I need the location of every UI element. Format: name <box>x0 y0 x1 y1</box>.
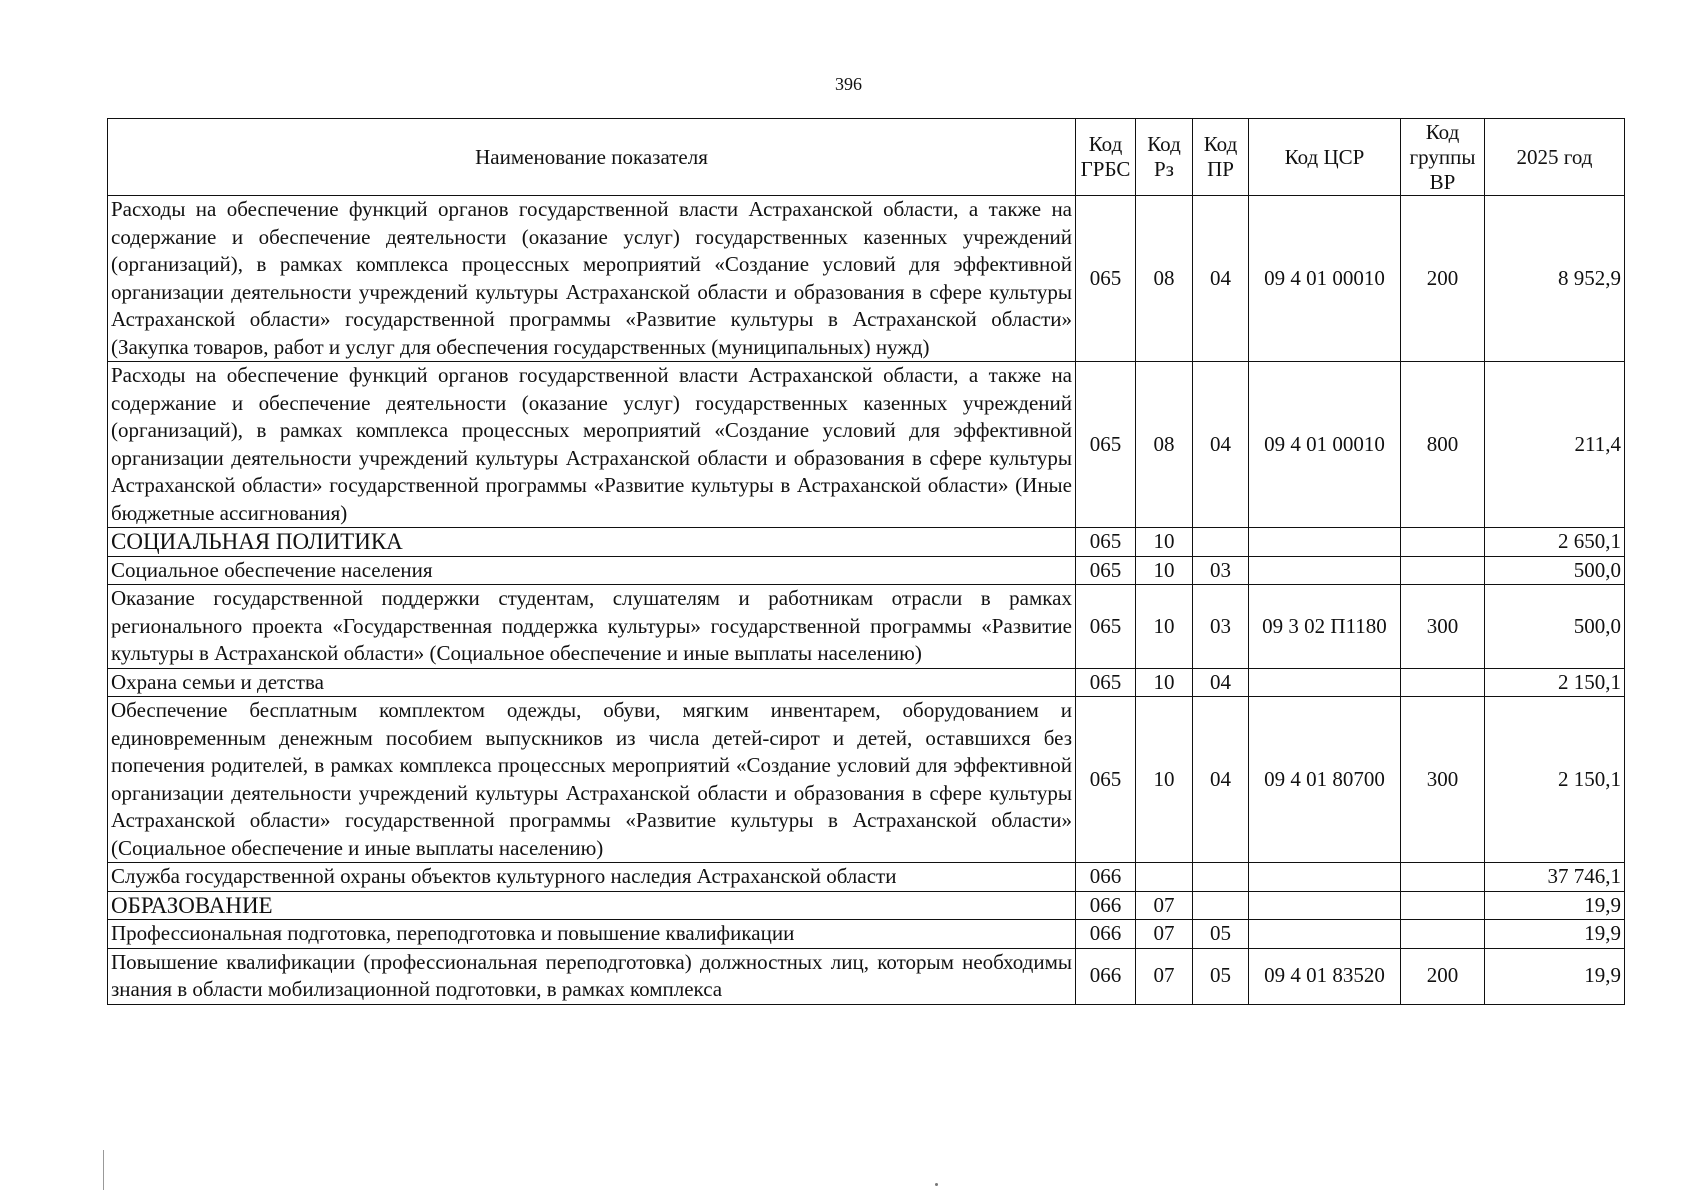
row-grbs: 065 <box>1076 668 1136 697</box>
row-name: Расходы на обеспечение функций органов государственной власти Астраханской области, а также на содержание и обеспечение деятельности (оказание услуг) государственных казенных учреждений (организаций), в рамках комплекса процессных мероприятий «Создание условий для эффективной организации деятельности учреждений культуры Астраханской области и образования в сфере культуры Астраханской области» государственной программы «Развитие культуры в Астраханской области» (Иные бюджетные ассигнования) <box>108 362 1076 528</box>
header-vr: Код группы ВР <box>1401 119 1485 196</box>
row-pr <box>1193 528 1249 557</box>
row-csr: 09 4 01 80700 <box>1249 697 1401 863</box>
table-row <box>108 362 1625 528</box>
row-amount: 2 150,1 <box>1485 697 1625 863</box>
table-row <box>108 863 1625 892</box>
row-vr <box>1401 863 1485 892</box>
row-name: ОБРАЗОВАНИЕ <box>108 891 1076 920</box>
row-amount: 19,9 <box>1485 948 1625 1004</box>
row-grbs: 065 <box>1076 697 1136 863</box>
row-csr <box>1249 668 1401 697</box>
header-grbs: Код ГРБС <box>1076 119 1136 196</box>
header-rz: Код Рз <box>1136 119 1193 196</box>
table-row <box>108 668 1625 697</box>
table-row <box>108 920 1625 949</box>
row-csr <box>1249 891 1401 920</box>
table-row <box>108 528 1625 557</box>
row-vr: 800 <box>1401 362 1485 528</box>
row-rz: 08 <box>1136 362 1193 528</box>
row-csr <box>1249 528 1401 557</box>
table-header-row <box>108 119 1625 196</box>
header-csr: Код ЦСР <box>1249 119 1401 196</box>
row-rz: 10 <box>1136 668 1193 697</box>
row-vr: 300 <box>1401 585 1485 669</box>
row-vr: 300 <box>1401 697 1485 863</box>
row-name: Расходы на обеспечение функций органов государственной власти Астраханской области, а также на содержание и обеспечение деятельности (оказание услуг) государственных казенных учреждений (организаций), в рамках комплекса процессных мероприятий «Создание условий для эффективной организации деятельности учреждений культуры Астраханской области и образования в сфере культуры Астраханской области» государственной программы «Развитие культуры в Астраханской области» (Закупка товаров, работ и услуг для обеспечения государственных (муниципальных) нужд) <box>108 196 1076 362</box>
row-amount: 8 952,9 <box>1485 196 1625 362</box>
header-year: 2025 год <box>1485 119 1625 196</box>
row-amount: 2 650,1 <box>1485 528 1625 557</box>
row-csr <box>1249 920 1401 949</box>
row-grbs: 065 <box>1076 528 1136 557</box>
row-pr: 04 <box>1193 668 1249 697</box>
row-pr: 04 <box>1193 697 1249 863</box>
row-vr <box>1401 920 1485 949</box>
row-amount: 500,0 <box>1485 585 1625 669</box>
table-row <box>108 556 1625 585</box>
header-pr: Код ПР <box>1193 119 1249 196</box>
row-pr: 05 <box>1193 948 1249 1004</box>
table-row <box>108 196 1625 362</box>
row-name: Служба государственной охраны объектов культурного наследия Астраханской области <box>108 863 1076 892</box>
row-rz: 07 <box>1136 891 1193 920</box>
row-csr: 09 3 02 П1180 <box>1249 585 1401 669</box>
row-amount: 19,9 <box>1485 891 1625 920</box>
row-amount: 211,4 <box>1485 362 1625 528</box>
row-pr: 03 <box>1193 556 1249 585</box>
row-rz: 10 <box>1136 585 1193 669</box>
row-vr <box>1401 556 1485 585</box>
row-vr: 200 <box>1401 948 1485 1004</box>
table-body <box>108 196 1625 1005</box>
row-grbs: 066 <box>1076 863 1136 892</box>
row-amount: 19,9 <box>1485 920 1625 949</box>
table-row <box>108 697 1625 863</box>
row-csr: 09 4 01 00010 <box>1249 362 1401 528</box>
row-pr: 03 <box>1193 585 1249 669</box>
row-csr: 09 4 01 00010 <box>1249 196 1401 362</box>
row-name: Профессиональная подготовка, переподготовка и повышение квалификации <box>108 920 1076 949</box>
page-number: 396 <box>835 74 862 94</box>
row-grbs: 065 <box>1076 362 1136 528</box>
row-rz: 07 <box>1136 920 1193 949</box>
row-pr: 05 <box>1193 920 1249 949</box>
table-row <box>108 948 1625 1004</box>
budget-table <box>107 118 1625 1005</box>
row-vr <box>1401 668 1485 697</box>
row-grbs: 066 <box>1076 948 1136 1004</box>
table-row <box>108 891 1625 920</box>
row-pr <box>1193 891 1249 920</box>
row-csr <box>1249 863 1401 892</box>
row-name: Охрана семьи и детства <box>108 668 1076 697</box>
row-pr: 04 <box>1193 362 1249 528</box>
scan-margin-mark <box>103 1150 104 1190</box>
row-name: СОЦИАЛЬНАЯ ПОЛИТИКА <box>108 528 1076 557</box>
row-grbs: 066 <box>1076 920 1136 949</box>
row-rz: 10 <box>1136 697 1193 863</box>
row-name: Обеспечение бесплатным комплектом одежды, обуви, мягким инвентарем, оборудованием и единовременным денежным пособием выпускников из числа детей-сирот и детей, оставшихся без попечения родителей, в рамках комплекса процессных мероприятий «Создание условий для эффективной организации деятельности учреждений культуры Астраханской области и образования в сфере культуры Астраханской области» государственной программы «Развитие культуры в Астраханской области» (Социальное обеспечение и иные выплаты населению) <box>108 697 1076 863</box>
row-rz: 10 <box>1136 556 1193 585</box>
row-amount: 2 150,1 <box>1485 668 1625 697</box>
header-name: Наименование показателя <box>108 119 1076 196</box>
row-grbs: 065 <box>1076 556 1136 585</box>
row-csr: 09 4 01 83520 <box>1249 948 1401 1004</box>
row-csr <box>1249 556 1401 585</box>
row-name: Повышение квалификации (профессиональная переподготовка) должностных лиц, которым необходимы знания в области мобилизационной подготовки, в рамках комплекса <box>108 948 1076 1004</box>
row-name: Оказание государственной поддержки студентам, слушателям и работникам отрасли в рамках регионального проекта «Государственная поддержка культуры» государственной программы «Развитие культуры в Астраханской области» (Социальное обеспечение и иные выплаты населению) <box>108 585 1076 669</box>
row-vr <box>1401 891 1485 920</box>
row-name: Социальное обеспечение населения <box>108 556 1076 585</box>
row-grbs: 065 <box>1076 196 1136 362</box>
row-vr: 200 <box>1401 196 1485 362</box>
row-grbs: 066 <box>1076 891 1136 920</box>
row-amount: 37 746,1 <box>1485 863 1625 892</box>
table-row <box>108 585 1625 669</box>
row-rz: 07 <box>1136 948 1193 1004</box>
row-pr: 04 <box>1193 196 1249 362</box>
row-rz: 10 <box>1136 528 1193 557</box>
row-rz <box>1136 863 1193 892</box>
scan-dot <box>935 1183 938 1186</box>
row-rz: 08 <box>1136 196 1193 362</box>
row-pr <box>1193 863 1249 892</box>
row-vr <box>1401 528 1485 557</box>
row-grbs: 065 <box>1076 585 1136 669</box>
row-amount: 500,0 <box>1485 556 1625 585</box>
